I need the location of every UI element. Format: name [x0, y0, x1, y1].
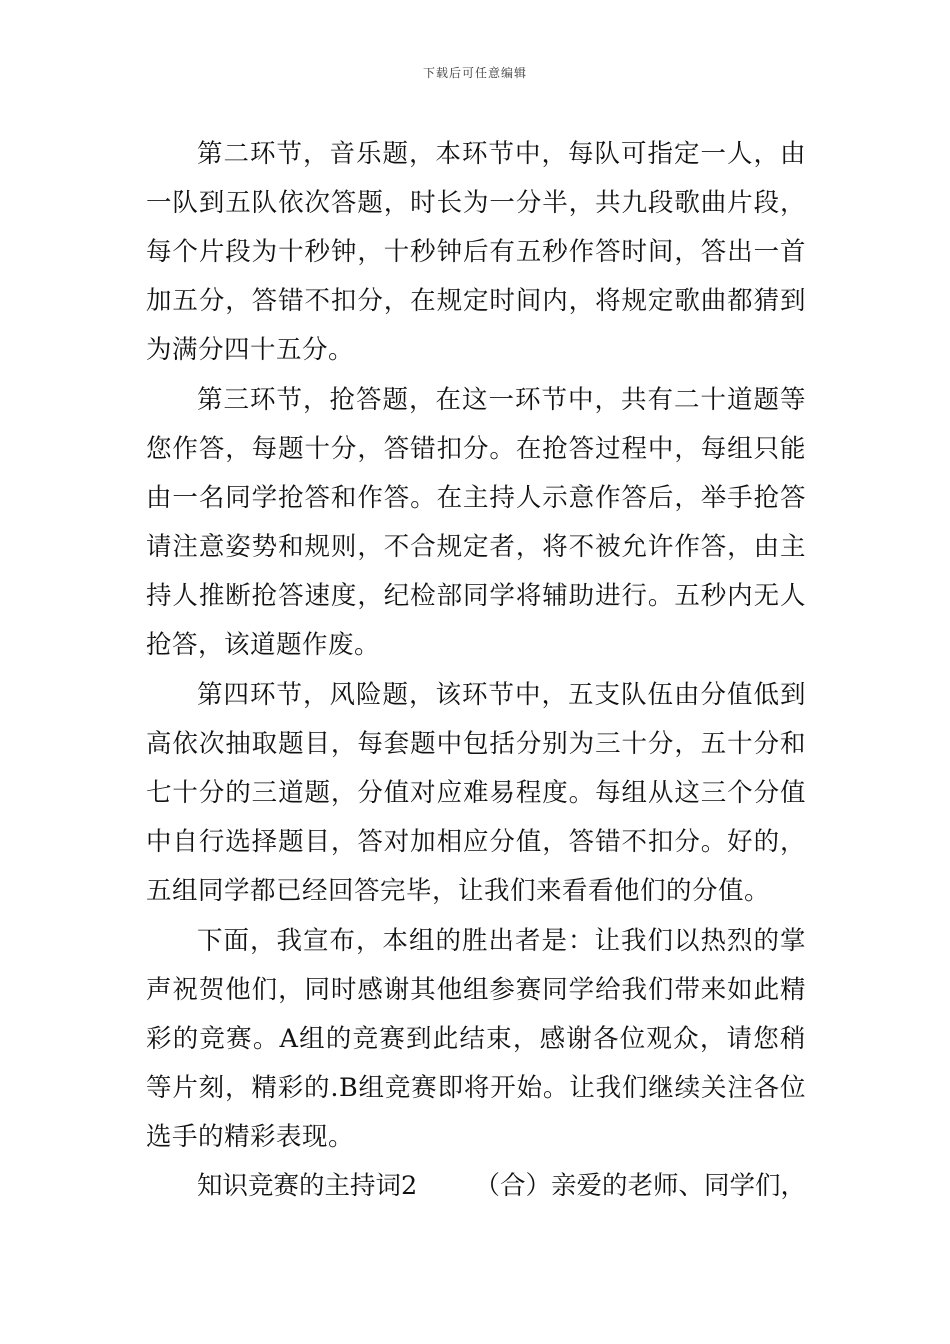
document-body	[146, 130, 806, 1211]
paragraph-round-3: 第三环节，抢答题，在这一环节中，共有二十道题等您作答，每题十分，答错扣分。在抢答过程中，每组只能由一名同学抢答和作答。在主持人示意作答后，举手抢答请注意姿势和规则，不合规定者，将不被允许作答，由主持人推断抢答速度，纪检部同学将辅助进行。五秒内无人抢答，该道题作废。	[146, 385, 806, 660]
section-title: 知识竞赛的主持词2	[197, 1171, 418, 1201]
section-opening-text: （合）亲爱的老师、同学们，	[474, 1171, 806, 1201]
paragraph-round-2: 第二环节，音乐题，本环节中，每队可指定一人，由一队到五队依次答题，时长为一分半，共九段歌曲片段，每个片段为十秒钟，十秒钟后有五秒作答时间，答出一首加五分，答错不扣分，在规定时间内，将规定歌曲都猜到为满分四十五分。	[146, 139, 806, 365]
paragraph-round-4: 第四环节，风险题，该环节中，五支队伍由分值低到高依次抽取题目，每套题中包括分别为三十分，五十分和七十分的三道题，分值对应难易程度。每组从这三个分值中自行选择题目，答对加相应分值，答错不扣分。好的，五组同学都已经回答完毕，让我们来看看他们的分值。	[146, 680, 806, 906]
page-header: 下载后可任意编辑	[422, 66, 527, 80]
section-heading-line	[146, 1162, 806, 1211]
paragraph-winner: 下面，我宣布，本组的胜出者是：让我们以热烈的掌声祝贺他们，同时感谢其他组参赛同学给我们带来如此精彩的竞赛。A组的竞赛到此结束，感谢各位观众，请您稍等片刻，精彩的.B组竞赛即将开始。让我们继续关注各位选手的精彩表现。	[146, 926, 806, 1152]
